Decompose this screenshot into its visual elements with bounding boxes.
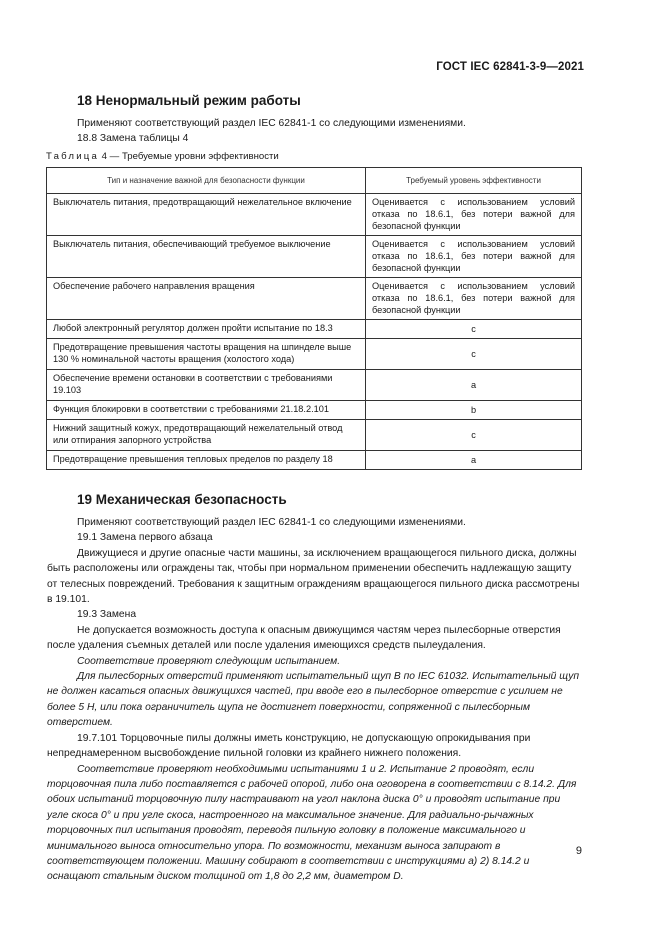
table-cell-function: Предотвращение превышения тепловых пределов по разделу 18	[47, 451, 366, 470]
section-18-item: 18.8 Замена таблицы 4	[77, 133, 189, 145]
table-cell-level: c	[366, 320, 582, 339]
table-cell-level: a	[366, 370, 582, 401]
table-cell-level: c	[366, 339, 582, 370]
table-col-header-level: Требуемый уровень эффективности	[366, 168, 582, 194]
table-col-header-function: Тип и назначение важной для безопасности функции	[47, 168, 366, 194]
section-19-paragraph: Соответствие проверяют следующим испытанием.	[77, 655, 341, 667]
section-19-title: 19 Механическая безопасность	[77, 492, 287, 507]
section-19-paragraph: Движущиеся и другие опасные части машины, за исключением вращающегося пильного диска, должны быть расположены или ограждены так, чтобы при нормальном применении обеспечить надлежащую защиту от телесных повреждений. Требования к защитным ограждениям вращающегося пильного диска рассмотрены в 19.101.	[47, 547, 580, 606]
table-row	[47, 339, 582, 370]
table-cell-function: Обеспечение рабочего направления вращения	[47, 278, 366, 320]
table-cell-level: a	[366, 451, 582, 470]
table-row	[47, 401, 582, 420]
table-cell-level: Оценивается с использованием условий отказа по 18.6.1, без потери важной для безопасной функции	[366, 236, 582, 278]
section-19-paragraph: Не допускается возможность доступа к опасным движущимся частям через пылесборные отверстия после удаления съемных деталей или после удаления имеющихся средств пылеудаления.	[47, 624, 561, 652]
table-caption	[46, 151, 279, 162]
table-row	[47, 451, 582, 470]
table-row	[47, 236, 582, 278]
table-cell-level: c	[366, 420, 582, 451]
section-19-paragraph: 19.7.101 Торцовочные пилы должны иметь конструкцию, не допускающую опрокидывания при непреднамеренном высвобождение пильной головки из крайнего нижнего положения.	[47, 732, 531, 760]
document-header: ГОСТ IEC 62841-3-9—2021	[436, 61, 584, 73]
table-row	[47, 320, 582, 339]
table-row	[47, 370, 582, 401]
section-18-body	[77, 116, 582, 147]
table-cell-function: Предотвращение превышения частоты вращения на шпинделе выше 130 % номинальной частоты вращения (холостого хода)	[47, 339, 366, 370]
page-number: 9	[575, 845, 582, 857]
table-cell-function: Выключатель питания, обеспечивающий требуемое выключение	[47, 236, 366, 278]
section-19-paragraph: 19.1 Замена первого абзаца	[77, 532, 213, 544]
table-row	[47, 420, 582, 451]
section-19-paragraph: Применяют соответствующий раздел IEC 62841-1 со следующими изменениями.	[77, 517, 466, 528]
table-header-row	[47, 168, 582, 194]
section-18-title: 18 Ненормальный режим работы	[77, 93, 301, 108]
table-cell-level: Оценивается с использованием условий отказа по 18.6.1, без потери важной для безопасной функции	[366, 194, 582, 236]
section-19-paragraph: 19.3 Замена	[77, 609, 137, 621]
section-19-paragraph: Для пылесборных отверстий применяют испытательный щуп В по IEC 61032. Испытательный щуп не должен касаться опасных движущихся частей, при вводе его в пылесборное отверстие с усилием не более 5 Н, или пока ограничитель щупа не достигнет поверхности, сопряженной с пылесборным отверстием.	[47, 671, 580, 729]
table-cell-function: Нижний защитный кожух, предотвращающий нежелательный отвод или отпирания запорного устройства	[47, 420, 366, 451]
table-cell-function: Любой электронный регулятор должен пройти испытание по 18.3	[47, 320, 366, 339]
table-cell-function: Функция блокировки в соответствии с требованиями 21.18.2.101	[47, 401, 366, 420]
section-18-intro: Применяют соответствующий раздел IEC 62841-1 со следующими изменениями.	[77, 118, 466, 129]
table-cell-function: Обеспечение времени остановки в соответствии с требованиями 19.103	[47, 370, 366, 401]
table-cell-level: b	[366, 401, 582, 420]
table-row	[47, 194, 582, 236]
section-19-paragraph: Соответствие проверяют необходимыми испытаниями 1 и 2. Испытание 2 проводят, если торцовочная пила либо поставляется с рабочей опорой, либо она оговорена в соответствии с 8.14.2. Для обоих испытаний торцовочную пилу настраивают на угол наклона диска 0° и проводят испытание при угле скоса 0° и при угле скоса, настроенного на максимальное значение. Для радиально-рычажных торцовочных пил испытания проводят, переводя пильную головку в положение максимального и минимального выноса относительно упора. По возможности, механизм выноса запирают в соответствующем положении. Машину собирают в соответствии с инструкциями а) 2) 8.14.2 и оснащают стальным диском толщиной от 1,8 до 2,2 мм, диаметром D.	[47, 763, 577, 883]
table-cell-function: Выключатель питания, предотвращающий нежелательное включение	[47, 194, 366, 236]
table-row	[47, 278, 582, 320]
efficiency-table	[46, 167, 582, 470]
table-caption-label: Таблица	[46, 151, 100, 162]
table-caption-text: 4 — Требуемые уровни эффективности	[99, 151, 279, 162]
table-cell-level: Оценивается с использованием условий отказа по 18.6.1, без потери важной для безопасной функции	[366, 278, 582, 320]
section-19-body	[47, 515, 582, 885]
